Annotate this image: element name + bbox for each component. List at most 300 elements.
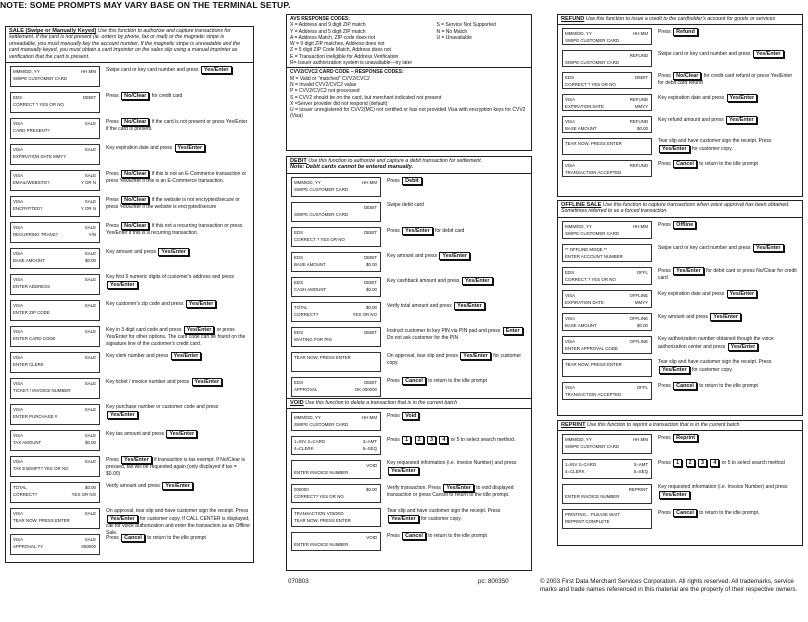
terminal-screen: [10, 482, 100, 503]
terminal-screen: [291, 302, 381, 322]
key-yes-enter-button[interactable]: Yes/Enter: [659, 366, 690, 374]
instruction-text: Swipe card or key card number and press: [658, 244, 751, 251]
key-no-clear-button[interactable]: No/Clear: [121, 92, 149, 100]
key-cancel-button[interactable]: Cancel: [402, 377, 426, 385]
instruction-text-after: for customer copy.: [420, 516, 462, 523]
key-void-button[interactable]: Void: [402, 412, 419, 420]
screen-text: SALE: [84, 173, 96, 179]
screen-text: ENTER INVOICE NUMBER: [294, 542, 349, 548]
instruction-text: Instruct customer to key PIN via PIN pad and press: [387, 327, 501, 334]
screen-text: EDS: [13, 95, 23, 101]
screen-text: EDS: [565, 269, 575, 275]
screen-text: SWIPE CUSTOMER CARD: [13, 76, 68, 82]
instruction-text: Key expiration date and press: [106, 145, 173, 152]
key-no-clear-button[interactable]: No/Clear: [121, 118, 149, 126]
instruction-text: Press: [387, 533, 400, 540]
step-row: [287, 249, 531, 274]
instruction-text: Key amount and press: [387, 252, 438, 259]
screen-text: SWIPE CUSTOMER CARD: [565, 60, 620, 66]
instruction: [106, 248, 250, 256]
key-yes-enter-button[interactable]: Yes/Enter: [107, 515, 138, 523]
key-3-button[interactable]: 3: [427, 436, 436, 444]
instruction: [106, 196, 250, 211]
reprint-header: [558, 421, 802, 431]
instruction-text: Key clerk number and press: [106, 353, 169, 360]
key-yes-enter-button[interactable]: Yes/Enter: [460, 352, 491, 360]
code-line: S = Service Not Supported: [436, 22, 496, 29]
sale-description: Use this function to authorize and capture transactions for settlement. If the card is not present (ie. orders by phone, fax or mail) or the magnetic stripe is unreadable, you must manually key the account number. If the magnetic stripe is unreadable and the card manually keyed, you must obtain a card imprinter on the sales slip using a manual imprinter as verification that the card is present.: [9, 28, 241, 60]
screen-text: TEAR NOW, PRESS ENTER: [565, 141, 622, 147]
key-yes-enter-button[interactable]: Yes/Enter: [753, 50, 784, 58]
instruction-text: Press: [106, 457, 119, 464]
key-yes-enter-button[interactable]: Yes/Enter: [121, 456, 152, 464]
screen-text: OFFLINE: [629, 315, 648, 321]
step-row: [6, 427, 253, 453]
instruction: [658, 160, 799, 168]
instruction-text: Press: [658, 460, 671, 467]
instruction: [387, 484, 528, 499]
refund-steps: [558, 25, 802, 179]
key-no-clear-button[interactable]: No/Clear: [121, 222, 149, 230]
screen-text: VISA: [565, 163, 576, 169]
key-yes-enter-button[interactable]: Yes/Enter: [402, 227, 433, 235]
step-row: [558, 218, 802, 241]
step-row: [558, 264, 802, 287]
instruction: [658, 267, 799, 282]
step-row: [6, 375, 253, 401]
instruction: [106, 430, 250, 438]
screen-text: OFFLINE: [629, 338, 648, 344]
debit-title: DEBIT: [290, 158, 307, 164]
instruction-text: Press: [658, 29, 671, 36]
instruction: [106, 534, 250, 542]
terminal-screen: [291, 436, 381, 455]
screen-text: REPRINT COMPLETE: [565, 519, 610, 525]
key-3-button[interactable]: 3: [698, 459, 707, 467]
instruction-text: Press: [658, 435, 671, 442]
instruction-text: Key purchase number or customer code and press: [106, 404, 219, 411]
terminal-screen: [291, 352, 381, 372]
terminal-screen: [291, 484, 381, 503]
key-yes-enter-button[interactable]: Yes/Enter: [728, 343, 759, 351]
screen-text: EXPIRATION DATE: [565, 299, 604, 305]
terminal-screen: [562, 290, 652, 308]
screen-text: WAITING FOR PIN: [294, 336, 332, 342]
code-line: E = Transaction ineligible for Address Verification: [290, 53, 399, 60]
instruction-text: Press: [658, 267, 671, 274]
key-1-button[interactable]: 1: [402, 436, 411, 444]
step-row: [6, 89, 253, 115]
screen-text: MMYY: [634, 299, 648, 305]
screen-text: HH:MM: [633, 437, 648, 443]
screen-text: DEBIT: [364, 254, 377, 260]
screen-text: SALE: [84, 511, 96, 517]
instruction-text-after: if the website is not encrypted/secure or press Yes/Enter if the website is encrypted/secure: [106, 197, 240, 211]
step-row: [558, 135, 802, 157]
step-row: [287, 505, 531, 529]
instruction-text: Verify total amount and press: [387, 302, 452, 309]
key-4-button[interactable]: 4: [439, 436, 448, 444]
terminal-screen: [562, 336, 652, 354]
step-row: [6, 453, 253, 479]
code-line: M = Valid or "matched" CVV2/CVC2: [290, 75, 370, 82]
key-1-button[interactable]: 1: [673, 459, 682, 467]
terminal-screen: [562, 434, 652, 454]
key-yes-enter-button[interactable]: Yes/Enter: [753, 244, 784, 252]
screen-text: EDS: [294, 279, 304, 285]
screen-text: CORRECT?: [13, 492, 38, 498]
instruction-text-after: for customer copy.: [387, 352, 522, 366]
screen-text: SALE: [84, 537, 96, 543]
instruction: [106, 456, 250, 478]
code-line: W = 9 digit ZIP matches, Address does not: [290, 41, 385, 48]
screen-text: SALE: [84, 277, 96, 283]
screen-text: TOTAL: [294, 304, 308, 310]
footer-code: 070803: [288, 578, 309, 585]
cvv-title: CVV2/CVC2 CARD CODE – RESPONSE CODES:: [290, 69, 404, 76]
screen-text: SALE: [84, 147, 96, 153]
screen-text: MMM/DD, YY: [13, 69, 40, 75]
instruction-text: Press: [658, 161, 671, 168]
key-no-clear-button[interactable]: No/Clear: [121, 196, 149, 204]
key-cancel-button[interactable]: Cancel: [402, 532, 426, 540]
key-yes-enter-button[interactable]: Yes/Enter: [673, 267, 704, 275]
instruction-text-after: to return to the idle prompt.: [699, 510, 760, 517]
screen-text: EXPIRATION DATE: [565, 104, 604, 110]
screen-text: VISA: [13, 199, 24, 205]
key-cancel-button[interactable]: Cancel: [121, 534, 145, 542]
key-yes-enter-button[interactable]: Yes/Enter: [388, 467, 419, 475]
screen-text: MMM/DD, YY: [294, 415, 321, 421]
instruction-text: Key requested information (i.e. Invoice Number) and press: [658, 484, 788, 491]
key-yes-enter-button[interactable]: Yes/Enter: [107, 281, 138, 289]
terminal-screen: [10, 92, 100, 113]
instruction-text: Verify amount and press: [106, 483, 160, 490]
screen-text: EDS: [565, 75, 575, 81]
footer-pc: pc: 800350: [478, 578, 509, 585]
terminal-screen: [562, 459, 652, 479]
instruction: [658, 313, 799, 321]
code-line: R= Issuer authorization system is unavailable—try later: [290, 60, 413, 67]
step-row: [287, 529, 531, 553]
screen-text: VISA: [565, 315, 576, 321]
screen-text: $0.00: [637, 126, 648, 132]
debit-steps: [287, 174, 531, 399]
screen-text: REFUND: [629, 119, 648, 125]
screen-text: YES OR NO: [352, 311, 377, 317]
instruction-text-after: for credit card: [151, 93, 183, 100]
screen-text: SALE: [84, 407, 96, 413]
step-row: [6, 167, 253, 193]
screen-text: VISA: [565, 119, 576, 125]
terminal-screen: [10, 404, 100, 425]
key-yes-enter-button[interactable]: Yes/Enter: [162, 482, 193, 490]
terminal-screen: [10, 508, 100, 529]
key-yes-enter-button[interactable]: Yes/Enter: [727, 290, 758, 298]
terminal-screen: [562, 116, 652, 133]
screen-text: $0.00: [637, 322, 648, 328]
screen-text: ENTER PURCHASE #: [13, 414, 58, 420]
screen-text: DEBIT: [364, 329, 377, 335]
key-cancel-button[interactable]: Cancel: [673, 382, 697, 390]
screen-text: APPROVAL YY: [13, 544, 44, 550]
step-row: [558, 113, 802, 135]
terminal-screen: [562, 484, 652, 504]
terminal-screen: [10, 118, 100, 139]
step-row: [558, 431, 802, 456]
instruction: [387, 412, 528, 420]
instruction-text-after: or 5 to select search method.: [450, 437, 516, 444]
instruction: [658, 484, 799, 499]
screen-text: $0.00: [366, 286, 377, 292]
key-yes-enter-button[interactable]: Yes/Enter: [186, 300, 217, 308]
instruction: [658, 336, 799, 351]
step-row: [287, 409, 531, 433]
screen-text: $0.00: [85, 440, 96, 446]
key-2-button[interactable]: 2: [415, 436, 424, 444]
step-row: [6, 323, 253, 349]
offline-description: Use this function to capture transactions when voice approval has been obtained. Sometimes referred to as a forced transaction.: [561, 202, 790, 215]
instruction: [387, 302, 528, 310]
screen-text: VISA: [13, 433, 24, 439]
step-row: [6, 141, 253, 167]
screen-text: SALE: [84, 355, 96, 361]
key-reprint-button[interactable]: Reprint: [673, 434, 698, 442]
screen-text: EMAIL/WEBSITE?: [13, 180, 50, 186]
setup-note: NOTE: SOME PROMPTS MAY VARY BASE ON THE TERMINAL SETUP.: [0, 0, 291, 10]
screen-text: $0.00: [366, 304, 377, 310]
screen-text: REPRINT: [628, 487, 648, 493]
screen-text: TOTAL: [13, 485, 27, 491]
instruction: [387, 377, 528, 385]
terminal-screen: [10, 300, 100, 321]
step-row: [287, 174, 531, 199]
screen-text: YES OR NO: [71, 492, 96, 498]
instruction-text: Key requested information (i.e. Invoice Number) and press: [387, 460, 517, 467]
instruction-text: Key amount and press: [658, 313, 709, 320]
screen-text: VISA: [13, 537, 24, 543]
step-row: [558, 456, 802, 481]
code-line: N = No Match: [436, 28, 468, 35]
instruction-text: Tear slip and have customer sign the receipt. Press: [387, 508, 501, 515]
key-yes-enter-button[interactable]: Yes/Enter: [710, 313, 741, 321]
void-description: Use this function to delete a transaction that is in the current batch: [305, 400, 458, 406]
instruction-text: Press: [387, 413, 400, 420]
screen-text: VISA: [13, 329, 24, 335]
screen-text: HH:MM: [362, 179, 377, 185]
step-row: [287, 199, 531, 224]
step-row: [558, 287, 802, 310]
code-line: X = Address and 9 digit ZIP match: [290, 22, 366, 29]
terminal-screen: [10, 378, 100, 399]
screen-text: VISA: [13, 459, 24, 465]
screen-text: BASE AMOUNT: [294, 261, 326, 267]
screen-text: TEAR NOW, PRESS ENTER: [13, 518, 70, 524]
instruction: [658, 509, 799, 517]
screen-text: ENTER ADDRESS: [13, 284, 51, 290]
reprint-section: [557, 420, 803, 546]
key-yes-enter-button[interactable]: Yes/Enter: [171, 352, 202, 360]
debit-note: Note: Debit cards cannot be entered manually.: [290, 164, 414, 171]
screen-text: SWIPE CUSTOMER CARD: [294, 422, 349, 428]
screen-text: MMM/DD, YY: [565, 437, 592, 443]
screen-text: EDS: [294, 379, 304, 385]
instruction-text: Swipe debit card: [387, 201, 424, 208]
screen-text: VISA: [13, 225, 24, 231]
screen-text: VISA: [13, 173, 24, 179]
instruction-text-after: if transaction is tax exempt. If No/Clear is pressed, tax will be requested again (only displayed if tax = $0.00): [106, 457, 246, 478]
instruction: [106, 66, 250, 74]
instruction: [658, 72, 799, 87]
instruction: [106, 352, 250, 360]
instruction: [106, 274, 250, 289]
screen-text: VISA: [13, 381, 24, 387]
key-debit-button[interactable]: Debit: [402, 177, 421, 185]
key-enter-button[interactable]: Enter: [503, 327, 523, 335]
terminal-screen: [562, 94, 652, 111]
instruction-text: Key refund amount and press: [658, 117, 724, 124]
key-yes-enter-button[interactable]: Yes/Enter: [184, 326, 215, 334]
instruction: [387, 508, 528, 523]
screen-text: DEBIT: [364, 279, 377, 285]
debit-description: Use this function to authorize and capture a debit transaction for settlement.: [308, 158, 483, 164]
instruction-text: Press: [387, 177, 400, 184]
step-row: [287, 349, 531, 374]
screen-text: $0.00: [366, 261, 377, 267]
screen-text: TEAR NOW, PRESS ENTER: [294, 354, 351, 360]
key-refund-button[interactable]: Refund: [673, 28, 698, 36]
key-yes-enter-button[interactable]: Yes/Enter: [462, 277, 493, 285]
sale-section: [5, 26, 254, 563]
key-2-button[interactable]: 2: [686, 459, 695, 467]
key-yes-enter-button[interactable]: Yes/Enter: [439, 252, 470, 260]
key-yes-enter-button[interactable]: Yes/Enter: [192, 378, 223, 386]
terminal-screen: [291, 227, 381, 247]
offline-steps: [558, 218, 802, 402]
screen-text: Y OR N: [80, 206, 96, 212]
screen-text: OFFLINE: [629, 292, 648, 298]
instruction-text-after: to return to the idle prompt: [428, 533, 487, 540]
step-row: [6, 271, 253, 297]
instruction-text: Tear slip and have customer sign the receipt. Press: [658, 358, 772, 365]
key-yes-enter-button[interactable]: Yes/Enter: [388, 515, 419, 523]
terminal-screen: [10, 430, 100, 451]
code-line: U = Unavailable: [436, 34, 472, 41]
step-row: [6, 531, 253, 557]
instruction: [658, 434, 799, 442]
instruction-text: Press: [658, 382, 671, 389]
key-no-clear-button[interactable]: No/Clear: [673, 72, 701, 80]
terminal-screen: [562, 138, 652, 155]
key-yes-enter-button[interactable]: Yes/Enter: [443, 484, 474, 492]
terminal-screen: [291, 327, 381, 347]
step-row: [558, 506, 802, 531]
screen-text: MMM/DD, YY: [565, 31, 592, 37]
terminal-screen: [10, 326, 100, 347]
key-4-button[interactable]: 4: [710, 459, 719, 467]
instruction-text-after: if this is not an E-Commerce transaction or press Yes/Enter if this is an E-Commerce transaction.: [106, 171, 247, 185]
instruction-text-after: for credit card refund or press Yes/Enter for debit card refund: [658, 73, 793, 87]
key-yes-enter-button[interactable]: Yes/Enter: [158, 248, 189, 256]
instruction-text: Key in 3 digit card code and press: [106, 327, 182, 334]
step-row: [558, 69, 802, 91]
key-no-clear-button[interactable]: No/Clear: [121, 170, 149, 178]
offline-header: [558, 201, 802, 218]
terminal-screen: [562, 160, 652, 177]
screen-text: APPROVAL: [294, 386, 318, 392]
key-yes-enter-button[interactable]: Yes/Enter: [175, 144, 206, 152]
terminal-screen: [10, 456, 100, 477]
screen-text: CORRECT ? YES OR NO: [565, 82, 616, 88]
key-yes-enter-button[interactable]: Yes/Enter: [727, 94, 758, 102]
step-row: [6, 115, 253, 141]
instruction-text: Key amount and press: [106, 249, 157, 256]
key-yes-enter-button[interactable]: Yes/Enter: [454, 302, 485, 310]
screen-text: VISA: [13, 511, 24, 517]
key-offline-button[interactable]: Offline: [673, 221, 696, 229]
instruction: [658, 50, 799, 58]
key-cancel-button[interactable]: Cancel: [673, 509, 697, 517]
key-yes-enter-button[interactable]: Yes/Enter: [166, 430, 197, 438]
reprint-title: REPRINT: [561, 422, 586, 428]
screen-text: 4=CLERK: [294, 446, 314, 452]
key-yes-enter-button[interactable]: Yes/Enter: [726, 116, 757, 124]
screen-text: HH:MM: [633, 31, 648, 37]
step-row: [558, 25, 802, 47]
footer-copyright: © 2003 First Data Merchant Services Corporation. All rights reserved. All trademarks, service marks and trade names referenced in this material are the property of their respective owners.: [540, 578, 798, 593]
instruction: [387, 436, 528, 444]
terminal-screen: [291, 532, 381, 551]
screen-text: 1=INV 2=CARD: [565, 462, 596, 468]
step-row: [287, 433, 531, 457]
screen-text: MMM/DD, YY: [294, 179, 321, 185]
screen-text: SALE: [84, 121, 96, 127]
screen-text: DEBIT: [83, 95, 96, 101]
screen-text: VISA: [13, 407, 24, 413]
instruction-text: Key tax amount and press: [106, 431, 165, 438]
key-yes-enter-button[interactable]: Yes/Enter: [659, 145, 690, 153]
screen-text: EDS: [294, 329, 304, 335]
instruction: [658, 116, 799, 124]
instruction: [658, 382, 799, 390]
instruction-text: Press: [658, 221, 671, 228]
key-yes-enter-button[interactable]: Yes/Enter: [107, 411, 138, 419]
instruction-text-after: for debit card or press No/Clear for credit card: [658, 267, 797, 281]
screen-text: RECURRING TRANS?: [13, 232, 59, 238]
key-cancel-button[interactable]: Cancel: [673, 160, 697, 168]
instruction: [106, 482, 250, 490]
terminal-screen: [291, 412, 381, 431]
instruction: [387, 252, 528, 260]
screen-text: TAX AMOUNT: [13, 440, 42, 446]
avs-codes-box: [286, 14, 532, 151]
key-yes-enter-button[interactable]: Yes/Enter: [201, 66, 232, 74]
screen-text: TRANSACTION ACCEPTED: [565, 391, 622, 397]
screen-text: SALE: [84, 251, 96, 257]
screen-text: VISA: [13, 121, 24, 127]
step-row: [558, 356, 802, 379]
key-yes-enter-button[interactable]: Yes/Enter: [659, 491, 690, 499]
instruction: [387, 227, 528, 235]
code-line: S = CVV2 should be on the card, but merchant indicated not present: [290, 94, 442, 101]
step-row: [558, 47, 802, 69]
screen-text: BASE AMOUNT: [565, 322, 597, 328]
reprint-description: Use this function to reprint a transaction that is in the current batch: [587, 422, 740, 428]
cvv-codes: [290, 76, 528, 120]
screen-text: TRANSACTION ACCEPTED: [565, 170, 622, 176]
screen-text: TEAR NOW, PRESS ENTER: [565, 361, 622, 367]
avs-title: AVS RESPONSE CODES:: [290, 16, 350, 22]
